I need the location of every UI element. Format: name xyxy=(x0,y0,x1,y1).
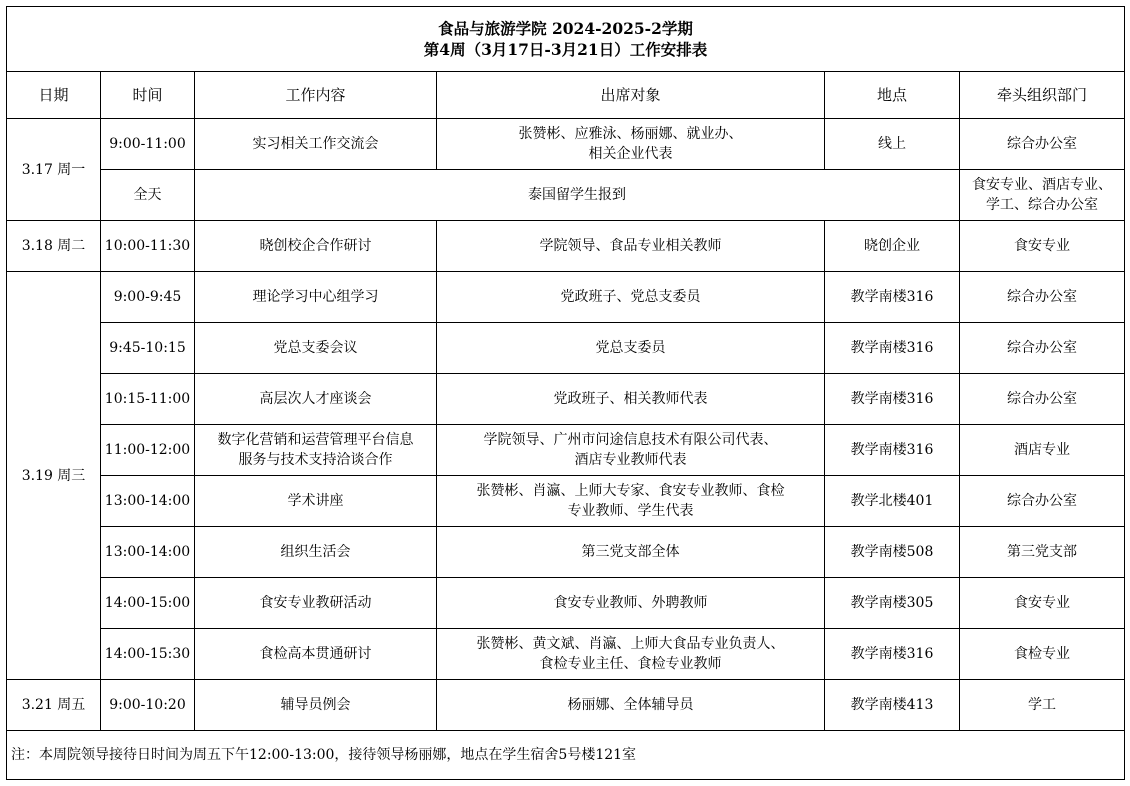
row-time: 全天 xyxy=(101,170,195,221)
row-content: 高层次人才座谈会 xyxy=(195,374,437,425)
row-time: 10:00-11:30 xyxy=(101,221,195,272)
row-dept: 第三党支部 xyxy=(960,527,1125,578)
row-time: 14:00-15:30 xyxy=(101,629,195,680)
header-content: 工作内容 xyxy=(195,72,437,119)
row-attendees: 食安专业教师、外聘教师 xyxy=(437,578,825,629)
row-time: 9:00-9:45 xyxy=(101,272,195,323)
row-time: 9:00-11:00 xyxy=(101,119,195,170)
row-time: 9:00-10:20 xyxy=(101,680,195,731)
row-location: 教学南楼316 xyxy=(825,272,960,323)
footnote: 注：本周院领导接待日时间为周五下午12:00-13:00，接待领导杨丽娜，地点在学生宿舍5号楼121室 xyxy=(7,731,1125,780)
row-dept: 酒店专业 xyxy=(960,425,1125,476)
row-content: 数字化营销和运营管理平台信息 服务与技术支持洽谈合作 xyxy=(195,425,437,476)
row-location: 教学南楼413 xyxy=(825,680,960,731)
title-line-2: 第4周（3月17日-3月21日）工作安排表 xyxy=(423,40,708,59)
row-content: 辅导员例会 xyxy=(195,680,437,731)
row-content: 泰国留学生报到 xyxy=(195,170,960,221)
row-time: 10:15-11:00 xyxy=(101,374,195,425)
row-attendees: 党政班子、相关教师代表 xyxy=(437,374,825,425)
row-attendees: 第三党支部全体 xyxy=(437,527,825,578)
table-row xyxy=(7,323,1125,374)
day-date: 3.21 周五 xyxy=(7,680,101,731)
table-row xyxy=(7,374,1125,425)
row-attendees: 学院领导、食品专业相关教师 xyxy=(437,221,825,272)
row-time: 13:00-14:00 xyxy=(101,476,195,527)
row-dept: 学工 xyxy=(960,680,1125,731)
table-row xyxy=(7,425,1125,476)
header-date: 日期 xyxy=(7,72,101,119)
day-date: 3.19 周三 xyxy=(7,272,101,680)
row-attendees: 张赞彬、黄文斌、肖瀛、上师大食品专业负责人、 食检专业主任、食检专业教师 xyxy=(437,629,825,680)
table-row xyxy=(7,527,1125,578)
row-location: 教学南楼508 xyxy=(825,527,960,578)
row-location: 晓创企业 xyxy=(825,221,960,272)
row-dept: 综合办公室 xyxy=(960,476,1125,527)
row-attendees: 张赞彬、肖瀛、上师大专家、食安专业教师、食检 专业教师、学生代表 xyxy=(437,476,825,527)
header-time: 时间 xyxy=(101,72,195,119)
row-time: 9:45-10:15 xyxy=(101,323,195,374)
row-location: 教学南楼316 xyxy=(825,323,960,374)
schedule-table xyxy=(6,6,1125,780)
table-row xyxy=(7,476,1125,527)
row-attendees: 党政班子、党总支委员 xyxy=(437,272,825,323)
header-dept: 牵头组织部门 xyxy=(960,72,1125,119)
row-location: 教学南楼316 xyxy=(825,629,960,680)
row-dept: 综合办公室 xyxy=(960,374,1125,425)
row-attendees: 杨丽娜、全体辅导员 xyxy=(437,680,825,731)
table-row xyxy=(7,272,1125,323)
row-content: 理论学习中心组学习 xyxy=(195,272,437,323)
row-dept: 综合办公室 xyxy=(960,272,1125,323)
table-row xyxy=(7,221,1125,272)
row-location: 教学南楼305 xyxy=(825,578,960,629)
row-content: 实习相关工作交流会 xyxy=(195,119,437,170)
row-dept: 食检专业 xyxy=(960,629,1125,680)
row-content: 党总支委会议 xyxy=(195,323,437,374)
day-date: 3.18 周二 xyxy=(7,221,101,272)
header-location: 地点 xyxy=(825,72,960,119)
row-time: 11:00-12:00 xyxy=(101,425,195,476)
table-row xyxy=(7,578,1125,629)
title-line-1: 食品与旅游学院 2024-2025-2学期 xyxy=(438,19,693,38)
row-content: 晓创校企合作研讨 xyxy=(195,221,437,272)
day-date: 3.17 周一 xyxy=(7,119,101,221)
row-attendees: 张赞彬、应雅泳、杨丽娜、就业办、 相关企业代表 xyxy=(437,119,825,170)
row-dept: 食安专业 xyxy=(960,578,1125,629)
table-row xyxy=(7,170,1125,221)
row-content: 食安专业教研活动 xyxy=(195,578,437,629)
row-location: 教学南楼316 xyxy=(825,374,960,425)
row-location: 教学北楼401 xyxy=(825,476,960,527)
row-location: 教学南楼316 xyxy=(825,425,960,476)
row-content: 食检高本贯通研讨 xyxy=(195,629,437,680)
row-dept: 食安专业 xyxy=(960,221,1125,272)
row-time: 14:00-15:00 xyxy=(101,578,195,629)
row-location: 线上 xyxy=(825,119,960,170)
table-title xyxy=(7,7,1125,72)
row-time: 13:00-14:00 xyxy=(101,527,195,578)
row-content: 组织生活会 xyxy=(195,527,437,578)
table-row xyxy=(7,680,1125,731)
row-dept: 综合办公室 xyxy=(960,119,1125,170)
row-attendees: 党总支委员 xyxy=(437,323,825,374)
row-dept: 食安专业、酒店专业、 学工、综合办公室 xyxy=(960,170,1125,221)
header-row xyxy=(7,72,1125,119)
header-attendees: 出席对象 xyxy=(437,72,825,119)
row-attendees: 学院领导、广州市问途信息技术有限公司代表、 酒店专业教师代表 xyxy=(437,425,825,476)
row-dept: 综合办公室 xyxy=(960,323,1125,374)
table-row xyxy=(7,119,1125,170)
row-content: 学术讲座 xyxy=(195,476,437,527)
table-row xyxy=(7,629,1125,680)
